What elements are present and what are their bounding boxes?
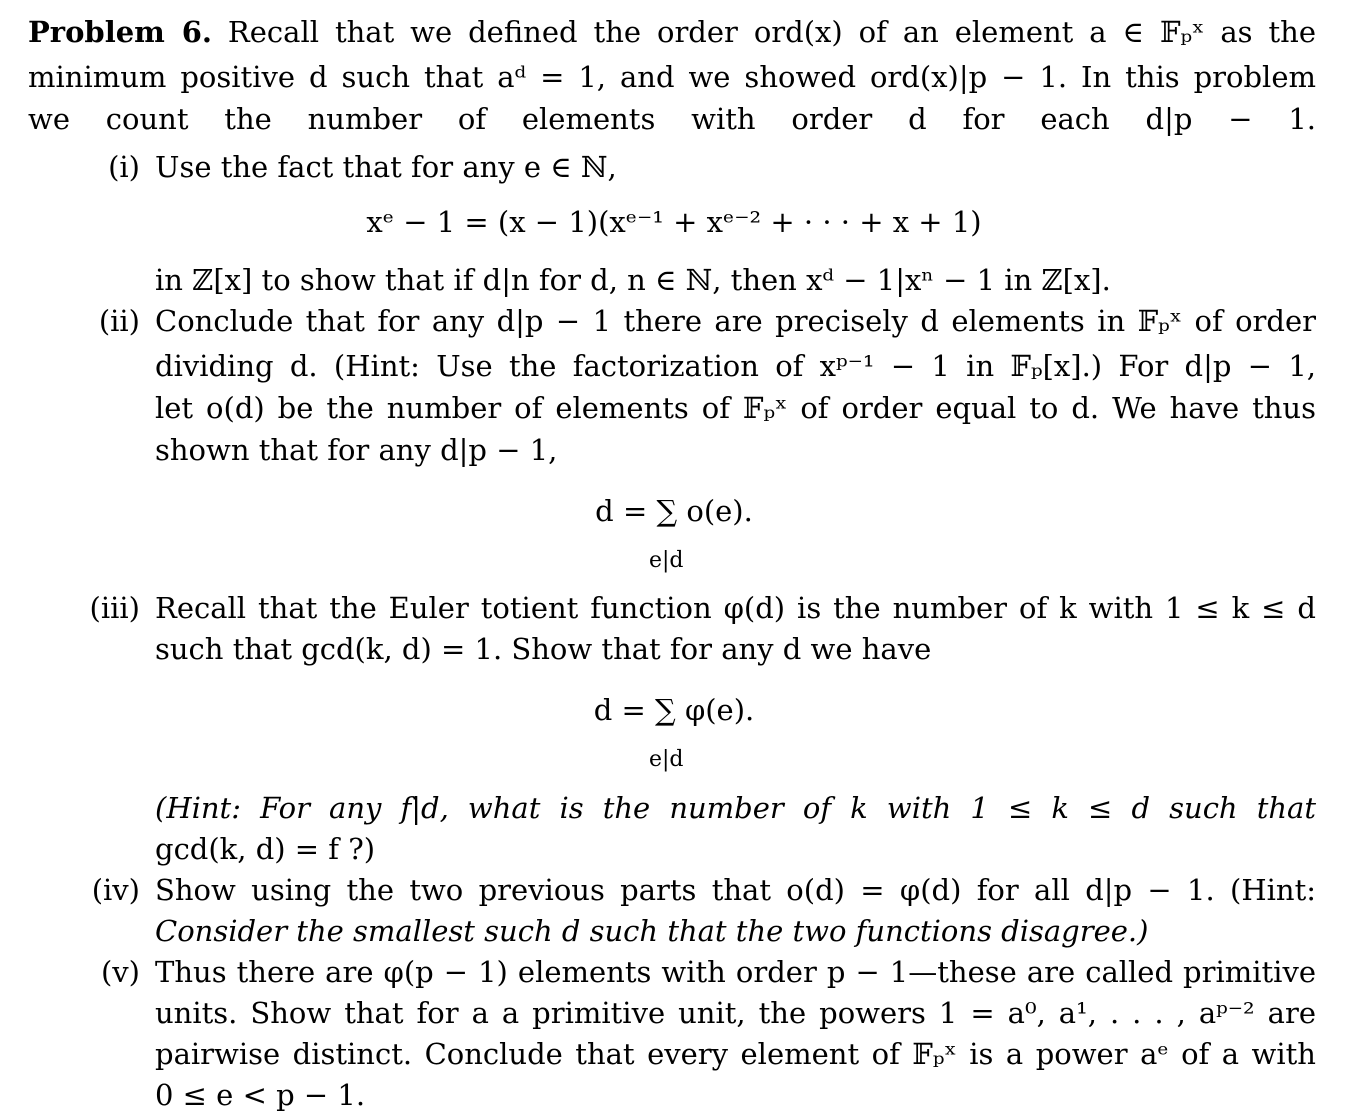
part-ii-equation-subscript: e|d: [649, 548, 684, 573]
part-i-tag: (i): [108, 150, 140, 184]
part-ii-line-3: let o(d) be the number of elements of 𝔽ₚˣ of order equal to d. We have thus: [155, 391, 1316, 425]
part-v-line-1: Thus there are φ(p − 1) elements with order p − 1—these are called primitive: [155, 955, 1316, 989]
part-iv-line-2: Consider the smallest such d such that the two functions disagree.): [155, 914, 1149, 948]
intro-line-2: minimum positive d such that aᵈ = 1, and we showed ord(x)|p − 1. In this problem: [28, 60, 1316, 94]
part-iv-line-1: Show using the two previous parts that o(d) = φ(d) for all d|p − 1. (Hint:: [155, 873, 1316, 907]
part-i-equation: xᵉ − 1 = (x − 1)(xᵉ⁻¹ + xᵉ⁻² + · · · + x + 1): [366, 205, 982, 239]
part-iv-tag: (iv): [91, 873, 140, 907]
part-ii-line-2: dividing d. (Hint: Use the factorization of xᵖ⁻¹ − 1 in 𝔽ₚ[x].) For d|p − 1,: [155, 349, 1316, 383]
part-ii-tag: (ii): [98, 304, 140, 338]
intro-line-1: [28, 15, 1316, 49]
part-v-line-4: 0 ≤ e < p − 1.: [155, 1078, 366, 1112]
part-v-line-2: units. Show that for a a primitive unit, the powers 1 = a⁰, a¹, . . . , aᵖ⁻² are: [155, 996, 1316, 1030]
part-ii-equation: d = ∑ o(e).: [595, 494, 753, 528]
part-v-line-3: pairwise distinct. Conclude that every element of 𝔽ₚˣ is a power aᵉ of a with: [155, 1037, 1316, 1071]
part-v-tag: (v): [100, 955, 140, 989]
part-iii-tag: (iii): [89, 591, 140, 625]
part-iii-line-2: such that gcd(k, d) = 1. Show that for any d we have: [155, 632, 932, 666]
part-iii-hint-2: gcd(k, d) = f ?): [155, 832, 376, 866]
part-ii-line-1: Conclude that for any d|p − 1 there are precisely d elements in 𝔽ₚˣ of order: [155, 304, 1316, 338]
part-i-after-1: in ℤ[x] to show that if d|n for d, n ∈ ℕ, then xᵈ − 1|xⁿ − 1 in ℤ[x].: [155, 263, 1111, 297]
part-iii-equation: d = ∑ φ(e).: [593, 693, 755, 727]
intro-line-3: we count the number of elements with order d for each d|p − 1.: [28, 102, 1316, 136]
problem-heading: Problem 6.: [28, 15, 212, 49]
part-iii-hint-1: (Hint: For any f|d, what is the number of k with 1 ≤ k ≤ d such that: [155, 791, 1316, 825]
part-i-line-1: Use the fact that for any e ∈ ℕ,: [155, 150, 617, 184]
part-iii-equation-subscript: e|d: [649, 747, 684, 772]
intro-text-1: Recall that we defined the order ord(x) of an element a ∈ 𝔽ₚˣ as the: [227, 15, 1316, 49]
part-ii-line-4: shown that for any d|p − 1,: [155, 433, 558, 467]
part-iii-line-1: Recall that the Euler totient function φ(d) is the number of k with 1 ≤ k ≤ d: [155, 591, 1316, 625]
